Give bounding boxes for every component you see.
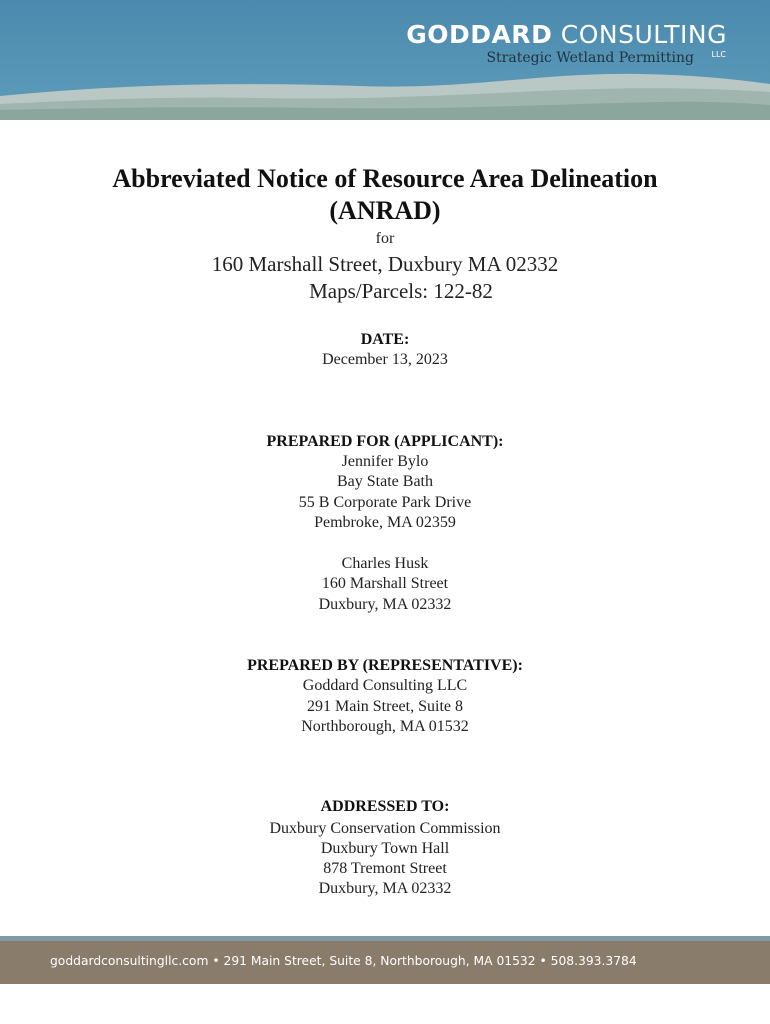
representative-line: 291 Main Street, Suite 8 [307,698,463,715]
for-text: for [375,230,395,247]
header-banner [0,0,770,120]
applicant2-line: 160 Marshall Street [321,575,449,592]
project-parcels: Maps/Parcels: 122-82 [309,279,493,303]
title-line-2: (ANRAD) [329,196,441,225]
addressee-line: Duxbury Conservation Commission [269,820,501,837]
applicant2-line: Charles Husk [341,555,429,572]
addressee-line: Duxbury Town Hall [320,840,450,857]
prepared-by-label: PREPARED BY (REPRESENTATIVE): [247,657,523,674]
title-line-1: Abbreviated Notice of Resource Area Delineation [112,164,658,193]
brand-tagline: Strategic Wetland Permitting [486,50,694,66]
applicant1-line: Jennifer Bylo [341,453,429,470]
footer-contact-text: goddardconsultingllc.com • 291 Main Street, Suite 8, Northborough, MA 01532 • 508.393.3784 [50,954,637,968]
prepared-for-label: PREPARED FOR (APPLICANT): [266,433,504,450]
representative-line: Goddard Consulting LLC [302,677,468,694]
addressee-line: Duxbury, MA 02332 [318,880,452,897]
project-address: 160 Marshall Street, Duxbury MA 02332 [211,252,559,276]
applicant1-line: Pembroke, MA 02359 [314,514,456,531]
applicant2-line: Duxbury, MA 02332 [318,596,452,613]
representative-line: Northborough, MA 01532 [301,718,469,735]
date-label: DATE: [360,331,410,348]
brand-name: GODDARD CONSULTING [406,20,727,49]
date-value: December 13, 2023 [322,351,448,368]
brand-suffix: LLC [711,50,726,59]
applicant1-line: 55 B Corporate Park Drive [298,494,472,511]
applicant1-line: Bay State Bath [337,473,433,490]
addressed-to-label: ADDRESSED TO: [320,798,450,815]
addressee-line: 878 Tremont Street [323,860,447,877]
footer-band [0,936,770,984]
